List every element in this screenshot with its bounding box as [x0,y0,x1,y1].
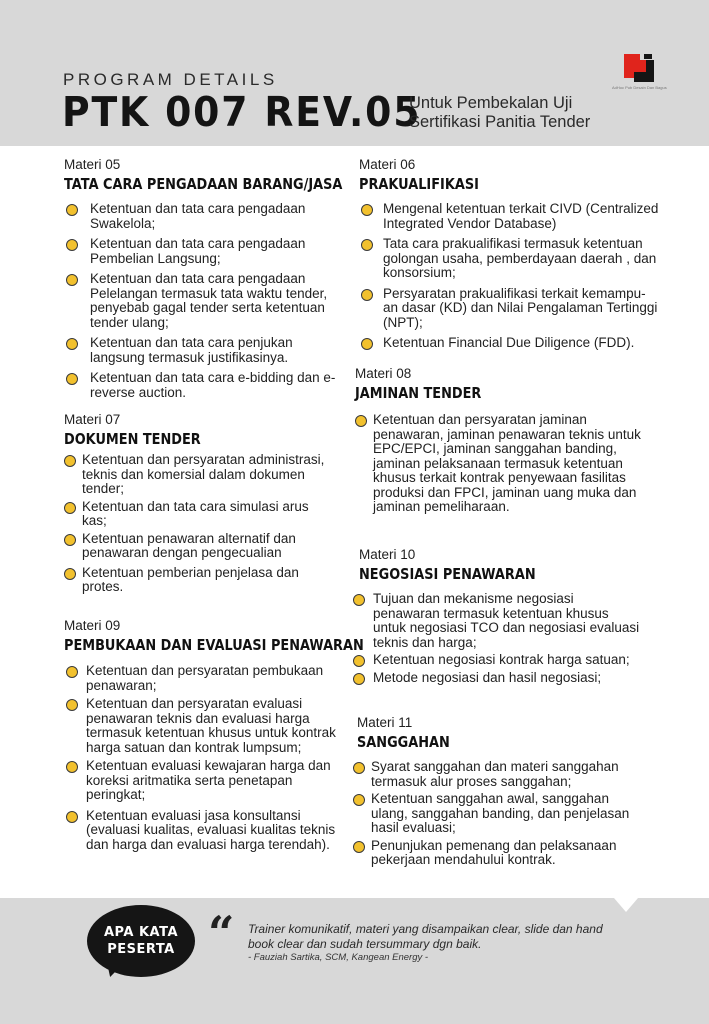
list-item: Ketentuan penawaran alternatif dan penawaran dengan pengecualian [64,532,334,561]
bullet-dot-icon [353,594,365,606]
section-title: NEGOSIASI PENAWARAN [359,565,536,583]
list-item: Mengenal ketentuan terkait CIVD (Centralized Integrated Vendor Database) [359,202,659,231]
bullet-dot-icon [66,338,78,350]
bullet-dot-icon [64,455,76,467]
list-item: Ketentuan sanggahan awal, sanggahan ulang, sanggahan banding, dan penjelasan hasil evaluasi; [353,792,643,836]
testimonial-text: Trainer komunikatif, materi yang disampaikan clear, slide dan hand book clear dan sudah tersummary dgn baik. [248,922,603,951]
subtitle-line-2: Sertifikasi Panitia Tender [409,113,591,131]
bullet-dot-icon [353,794,365,806]
section-title: SANGGAHAN [357,733,450,751]
bullet-dot-icon [66,666,78,678]
bullet-dot-icon [66,699,78,711]
list-item: Ketentuan dan tata cara pengadaan Swakelola; [64,202,342,231]
bullet-dot-icon [66,204,78,216]
item-list [64,453,334,595]
list-item: Ketentuan evaluasi kewajaran harga dan koreksi aritmatika serta penetapan peringkat; [64,759,336,803]
item-list [359,202,659,351]
logo-caption: AdHoc Pub Desain Dan Bagus [612,85,667,90]
section-materi-11 [357,715,657,871]
bullet-dot-icon [353,673,365,685]
bullet-dot-icon [353,762,365,774]
section-title: JAMINAN TENDER [355,384,482,402]
footer-notch [614,898,638,912]
section-title: DOKUMEN TENDER [64,430,201,448]
list-item: Syarat sanggahan dan materi sanggahan termasuk alur proses sanggahan; [353,760,643,789]
bullet-dot-icon [361,289,373,301]
list-item: Persyaratan prakualifikasi terkait kemampu-an dasar (KD) dan Nilai Pengalaman Tertinggi (NPT); [359,287,659,331]
bullet-dot-icon [361,338,373,350]
section-materi-10 [359,547,659,688]
list-item: Ketentuan evaluasi jasa konsultansi (evaluasi kualitas, evaluasi kualitas teknis dan harga dan evaluasi harga terendah). [64,809,336,853]
section-materi-08 [355,366,655,521]
list-item: Tata cara prakualifikasi termasuk ketentuan golongan usaha, pemberdayaan daerah , dan konsorsium; [359,237,659,281]
subtitle [409,94,590,132]
item-list [64,664,336,852]
company-logo [620,52,658,86]
bullet-dot-icon [64,534,76,546]
list-item: Ketentuan negosiasi kontrak harga satuan; [353,653,643,668]
section-title: PRAKUALIFIKASI [359,175,479,193]
list-item: Ketentuan dan tata cara e-bidding dan e-reverse auction. [64,371,342,400]
subtitle-line-1: Untuk Pembekalan Uji [409,94,573,112]
item-list [353,760,643,868]
materi-number: Materi 08 [355,366,412,381]
quote-mark-icon: “ [208,906,235,960]
bullet-dot-icon [64,568,76,580]
list-item: Ketentuan dan persyaratan administrasi, teknis dan komersial dalam dokumen tender; [64,453,334,497]
bubble-line-2: PESERTA [107,942,175,957]
materi-number: Materi 09 [64,618,121,633]
materi-number: Materi 06 [359,157,416,172]
item-list [353,592,643,685]
materi-number: Materi 11 [357,715,413,730]
testimonial-author: - Fauziah Sartika, SCM, Kangean Energy - [248,952,429,963]
list-item: Ketentuan pemberian penjelasa dan protes. [64,566,334,595]
bullet-dot-icon [66,811,78,823]
list-item: Ketentuan dan persyaratan evaluasi penawaran teknis dan evaluasi harga termasuk ketentuan khusus untuk kontrak harga satuan dan kontrak lumpsum; [64,697,336,755]
section-materi-05 [64,157,342,406]
bullet-dot-icon [353,655,365,667]
bullet-dot-icon [353,841,365,853]
list-item: Tujuan dan mekanisme negosiasi penawaran termasuk ketentuan khusus untuk negosiasi TCO dan negosiasi evaluasi teknis dan harga; [353,592,643,650]
program-label: PROGRAM DETAILS [63,70,278,89]
list-item: Ketentuan dan tata cara pengadaan Pembelian Langsung; [64,237,342,266]
list-item: Ketentuan dan tata cara simulasi arus kas; [64,500,334,529]
bullet-dot-icon [64,502,76,514]
bullet-dot-icon [355,415,367,427]
bullet-dot-icon [66,274,78,286]
bullet-dot-icon [66,373,78,385]
materi-number: Materi 07 [64,412,121,427]
bullet-dot-icon [361,239,373,251]
list-item: Ketentuan dan tata cara penjukan langsung termasuk justifikasinya. [64,336,342,365]
materi-number: Materi 10 [359,547,416,562]
section-materi-06 [359,157,659,357]
list-item: Metode negosiasi dan hasil negosiasi; [353,671,643,686]
bullet-dot-icon [361,204,373,216]
bullet-dot-icon [66,761,78,773]
bullet-dot-icon [66,239,78,251]
item-list [64,202,342,400]
list-item: Ketentuan dan persyaratan pembukaan penawaran; [64,664,336,693]
bubble-line-1: APA KATA [103,925,179,940]
materi-number: Materi 05 [64,157,121,172]
section-materi-09 [64,618,364,858]
section-materi-07 [64,412,334,598]
section-title: PEMBUKAAN DAN EVALUASI PENAWARAN [64,636,364,654]
speech-bubble-text [87,924,195,958]
item-list [355,413,647,515]
section-title: TATA CARA PENGADAAN BARANG/JASA [64,175,343,193]
page-title: PTK 007 REV.05 [62,88,422,136]
list-item: Ketentuan dan persyaratan jaminan penawaran, jaminan penawaran teknis untuk EPC/EPCI, jaminan sanggahan banding, jaminan pelaksanaan termasuk ketentuan khusus terkait kontrak penyewaan fasilitas produksi dan FPCI, jaminan uang muka dan jaminan pemeliharaan. [355,413,647,515]
list-item: Ketentuan Financial Due Diligence (FDD). [359,336,659,351]
list-item: Penunjukan pemenang dan pelaksanaan pekerjaan mendahului kontrak. [353,839,643,868]
list-item: Ketentuan dan tata cara pengadaan Pelelangan termasuk tata waktu tender, penyebab gagal tender serta ketentuan tender ulang; [64,272,342,330]
